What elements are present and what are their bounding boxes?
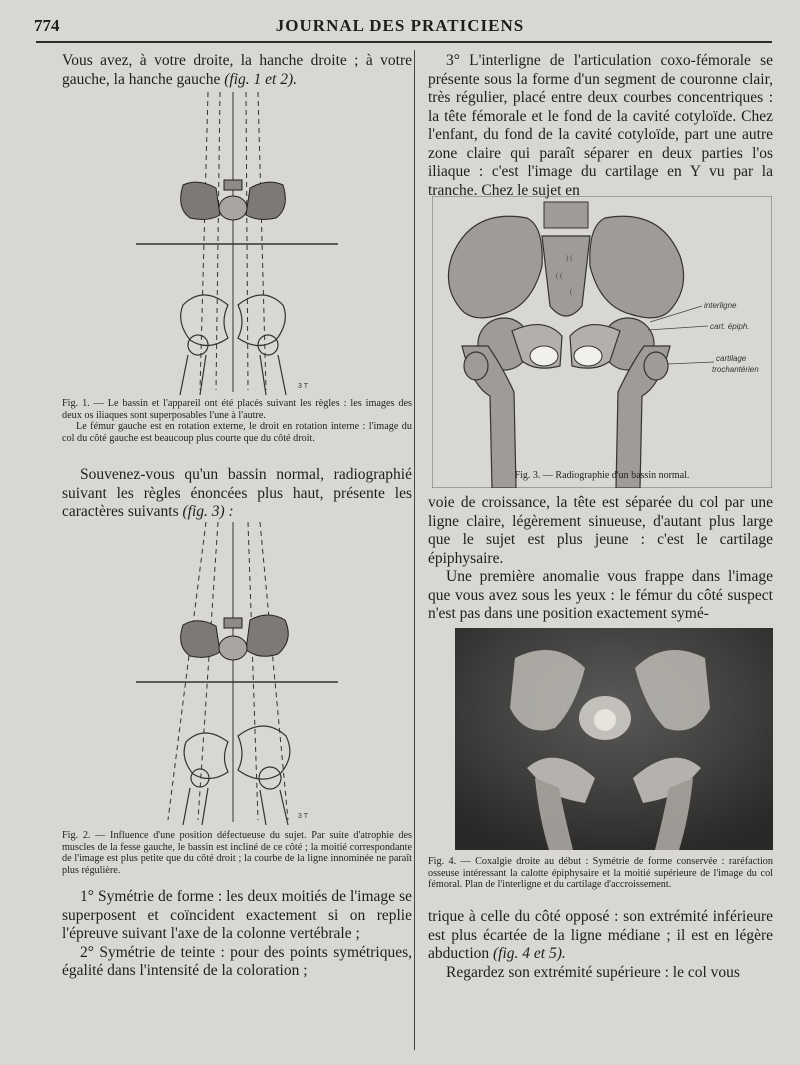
label-cartilage: cartilage	[716, 354, 747, 363]
figure-1	[128, 90, 358, 395]
figure-1-caption	[62, 398, 412, 444]
intro-fig-ref: (fig. 1 et 2).	[224, 70, 297, 88]
paragraph-regardez: Regardez son extrémité supérieure : le col vous	[446, 963, 740, 981]
figure-4	[455, 628, 773, 850]
journal-title: JOURNAL DES PRATICIENS	[275, 16, 525, 35]
paragraph-interligne: 3° L'interligne de l'articulation coxo-fémorale se présente sous la forme d'un segment de couronne clair, très régulier, placé entre deux courbes concentriques : la tête fémorale et le fond de la cavité cotyloïde. Chez l'enfant, du fond de la cavité cotyloïde, part une autre zone claire qui paraît séparer en deux parties l'os iliaque : c'est l'image du cartilage en Y vu par la tranche. Chez le sujet en	[428, 52, 773, 199]
fig1-caption-1: Fig. 1. — Le bassin et l'appareil ont été placés suivant les règles : les images des deux os iliaques sont superposables l'une à l'autre.	[62, 398, 412, 421]
label-cart-epiph: cart. épiph.	[710, 322, 750, 331]
paragraph-croissance: voie de croissance, la tête est séparée du col par une ligne claire, légèrement sinueuse, d'autant plus large que le sujet est plus jeune : c'est le cartilage épiphysaire.	[428, 494, 773, 567]
page-number: 774	[34, 16, 60, 35]
figure-3	[432, 196, 772, 488]
right-top-text	[428, 52, 773, 200]
header-rule	[36, 41, 772, 43]
paragraph-intro	[62, 52, 412, 89]
figure-2-caption	[62, 830, 412, 876]
fig2-marker: 3 T	[298, 813, 308, 820]
figure-4-caption	[428, 856, 773, 891]
figure-1-drawing	[128, 90, 358, 395]
svg-text:) (: ) (	[566, 254, 573, 262]
paragraph-anomalie: Une première anomalie vous frappe dans l'image que vous avez sous les yeux : le fémur du côté suspect n'est pas dans une position exactement symé-	[428, 568, 773, 622]
label-interligne: interligne	[704, 301, 737, 310]
souvenez-fig-ref: (fig. 3) :	[182, 503, 234, 520]
svg-text:( (: ( (	[556, 272, 563, 280]
left-bottom-text	[62, 888, 412, 981]
fig2-caption: Fig. 2. — Influence d'une position défectueuse du sujet. Par suite d'atrophie des muscles de la fesse gauche, le bassin est incliné de ce côté ; la moitié correspondante de l'image est plus petite que du côté droit ; la courbe de la ligne innominée ne paraît plus régulière.	[62, 830, 412, 876]
figure-4-radiograph	[455, 628, 773, 850]
intro-text: Vous avez, à votre droite, la hanche droite ; à votre gauche, la hanche gauche	[62, 52, 412, 88]
paragraph-symetrie-forme: 1° Symétrie de forme : les deux moitiés de l'image se superposent et coïncident exactement si on replie l'épreuve suivant l'axe de la colonne vertébrale ;	[62, 888, 412, 942]
paragraph-souvenez	[62, 466, 412, 522]
trique-fig-ref: (fig. 4 et 5).	[493, 945, 566, 962]
souvenez-text: Souvenez-vous qu'un bassin normal, radiographié suivant les règles énoncées plus haut, présente les caractères suivants	[62, 466, 412, 520]
paragraph-symetrie-teinte: 2° Symétrie de teinte : pour des points symétriques, égalité dans l'intensité de la coloration ;	[62, 943, 412, 979]
left-column	[62, 52, 412, 89]
fig4-caption: Fig. 4. — Coxalgie droite au début : Symétrie de forme conservée : raréfaction osseuse intéressant la calotte épiphysaire et la moitié supérieure de l'image du col fémoral. Plan de l'interligne et du cartilage d'accroissement.	[428, 856, 773, 890]
column-divider	[414, 50, 415, 1050]
figure-2-drawing	[128, 520, 358, 825]
right-bottom-text	[428, 908, 773, 982]
svg-text:(: (	[570, 288, 573, 296]
fig1-caption-2: Le fémur gauche est en rotation externe, le droit en rotation interne : l'image du col du côté gauche est beaucoup plus courte que du côté droit.	[62, 421, 412, 444]
fig3-caption: Fig. 3. — Radiographie d'un bassin normal.	[514, 470, 690, 481]
figure-3-drawing	[432, 196, 772, 488]
right-mid-text	[428, 494, 773, 624]
fig1-marker: 3 T	[298, 383, 308, 390]
label-trochanterien: trochantérien	[712, 365, 759, 374]
figure-2	[128, 520, 358, 825]
trique-text: trique à celle du côté opposé : son extrémité inférieure est plus écartée de la ligne médiane ; il est en légère abduction	[428, 908, 773, 962]
